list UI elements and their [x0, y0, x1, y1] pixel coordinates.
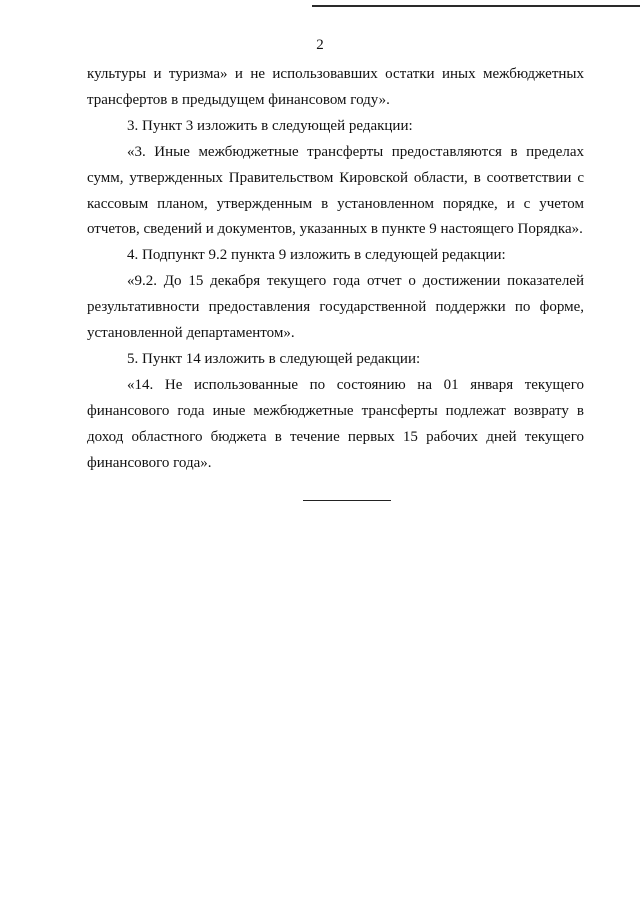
paragraph-item-3-heading: 3. Пункт 3 изложить в следующей редакции:	[127, 117, 413, 134]
paragraph-item-3-text: «3. Иные межбюджетные трансферты предоставляются в пределах сумм, утвержденных Правительством Кировской области, в соответствии с кассовым планом, утвержденным в установленном порядке, и с учетом отчетов, сведений и документов, указанных в пункте 9 настоящего Порядка».	[87, 143, 584, 238]
scan-edge-line	[312, 5, 640, 7]
paragraph-item-4-heading: 4. Подпункт 9.2 пункта 9 изложить в следующей редакции:	[127, 247, 506, 264]
paragraph-item-5-text: «14. Не использованные по состоянию на 01 января текущего финансового года иные межбюджетные трансферты подлежат возврату в доход областного бюджета в течение первых 15 рабочих дней текущего финансового года».	[87, 376, 584, 471]
paragraph-item-4-text: «9.2. До 15 декабря текущего года отчет о достижении показателей результативности предоставления государственной поддержки по форме, установленной департаментом».	[87, 273, 584, 342]
paragraph-continuation: культуры и туризма» и не использовавших остатки иных межбюджетных трансфертов в предыдущем финансовом году».	[87, 66, 584, 108]
document-body	[87, 62, 584, 477]
page-number: 2	[316, 37, 324, 53]
paragraph-item-5-heading: 5. Пункт 14 изложить в следующей редакции:	[127, 350, 421, 367]
closing-divider	[303, 500, 391, 501]
